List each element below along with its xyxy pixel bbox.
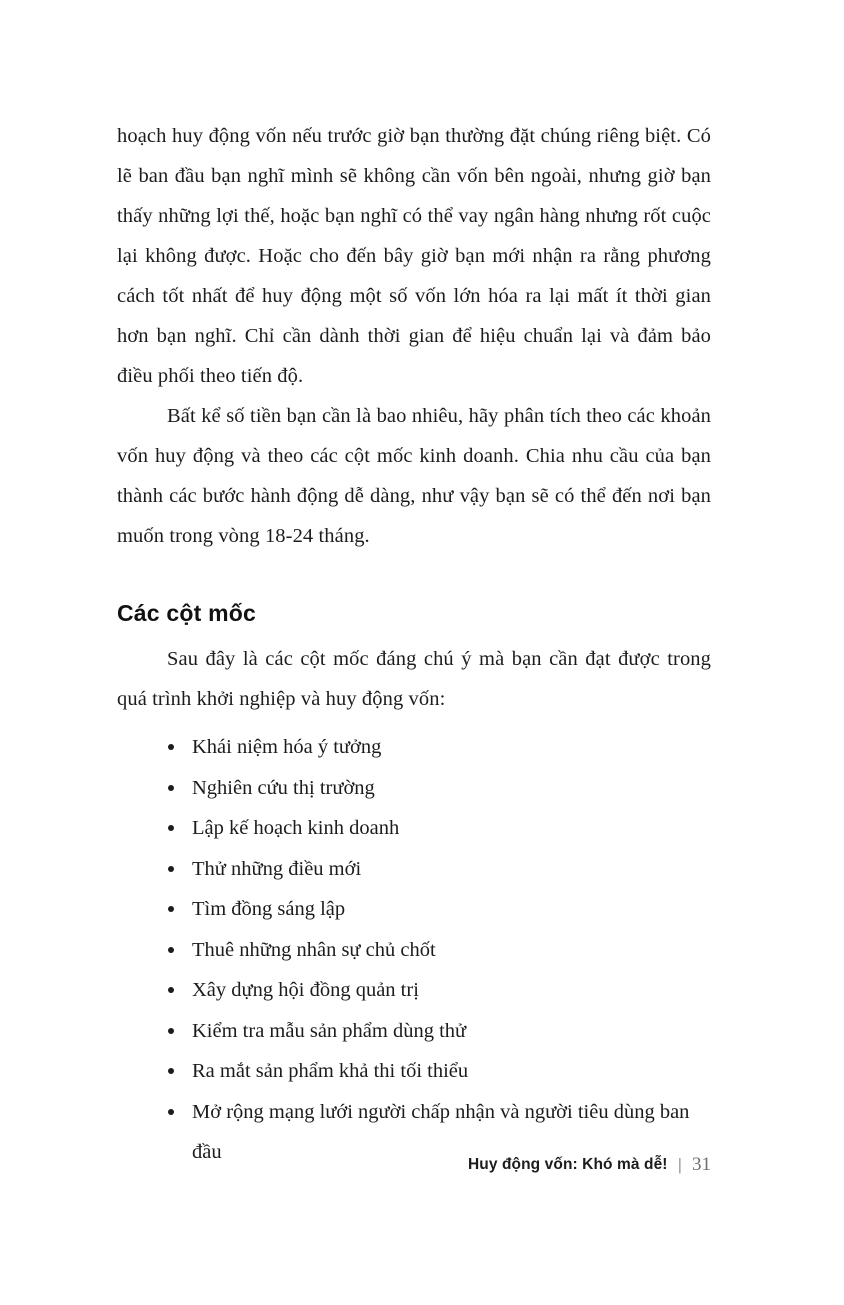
footer-separator: | [677,1155,682,1174]
section-intro-paragraph: Sau đây là các cột mốc đáng chú ý mà bạn cần đạt được trong quá trình khởi nghiệp và huy động vốn: [117,648,711,710]
milestone-text: Xây dựng hội đồng quản trị [192,979,419,1001]
milestone-text: Khái niệm hóa ý tưởng [192,736,382,758]
list-item [117,849,711,890]
bullet-icon [168,744,174,750]
list-item [117,727,711,768]
bullet-icon [168,1068,174,1074]
bullet-icon [168,1028,174,1034]
milestone-text: Mở rộng mạng lưới người chấp nhận và người tiêu dùng ban đầu [192,1100,690,1163]
footer-book-title: Huy động vốn: Khó mà dễ! [467,1156,668,1173]
list-item [117,1011,711,1052]
milestone-text: Lập kế hoạch kinh doanh [192,817,400,839]
bullet-icon [168,866,174,872]
milestone-text: Kiểm tra mẫu sản phẩm dùng thử [192,1019,467,1042]
list-item [117,1051,711,1092]
list-item [117,930,711,971]
page-content [117,116,711,1173]
list-item [117,889,711,930]
bullet-icon [168,987,174,993]
list-item [117,970,711,1011]
milestone-text: Thử những điều mới [192,857,362,880]
body-paragraph-2: Bất kể số tiền bạn cần là bao nhiêu, hãy phân tích theo các khoản vốn huy động và theo các cột mốc kinh doanh. Chia nhu cầu của bạn thành các bước hành động dễ dàng, như vậy bạn sẽ có thể đến nơi bạn muốn trong vòng 18-24 tháng. [117,405,711,547]
milestone-text: Thuê những nhân sự chủ chốt [192,938,436,961]
list-item [117,768,711,809]
milestone-text: Tìm đồng sáng lập [192,898,346,920]
bullet-icon [168,947,174,953]
page-footer [468,1154,711,1176]
page-number: 31 [692,1154,711,1175]
list-item [117,808,711,849]
milestone-text: Ra mắt sản phẩm khả thi tối thiểu [192,1060,469,1082]
bullet-icon [168,1109,174,1115]
milestone-text: Nghiên cứu thị trường [192,776,375,799]
bullet-icon [168,785,174,791]
bullet-icon [168,825,174,831]
section-heading: Các cột mốc [117,600,256,626]
milestone-list [117,727,711,1173]
body-paragraph-1: hoạch huy động vốn nếu trước giờ bạn thường đặt chúng riêng biệt. Có lẽ ban đầu bạn nghĩ mình sẽ không cần vốn bên ngoài, nhưng giờ bạn thấy những lợi thế, hoặc bạn nghĩ có thể vay ngân hàng nhưng rốt cuộc lại không được. Hoặc cho đến bây giờ bạn mới nhận ra rằng phương cách tốt nhất để huy động một số vốn lớn hóa ra lại mất ít thời gian hơn bạn nghĩ. Chỉ cần dành thời gian để hiệu chuẩn lại và đảm bảo điều phối theo tiến độ. [117,125,711,387]
bullet-icon [168,906,174,912]
